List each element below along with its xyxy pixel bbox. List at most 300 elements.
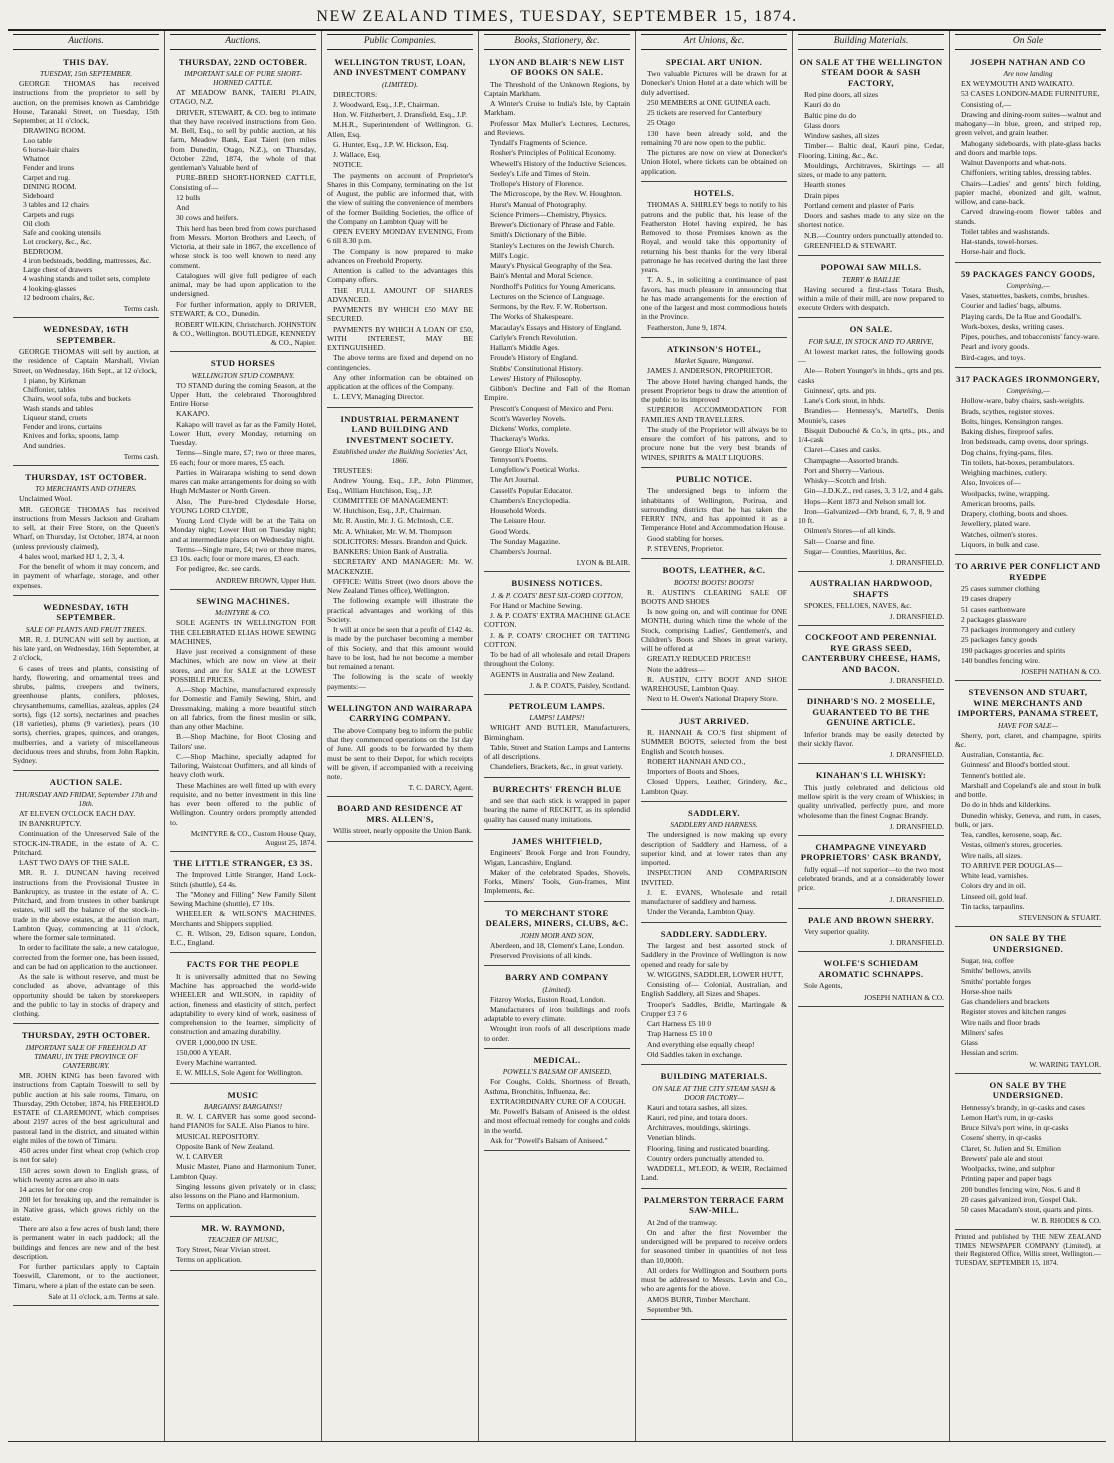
advertisement <box>955 929 1101 1074</box>
ad-paragraph: Hollow-ware, baby chairs, sash-weights. <box>961 396 1085 406</box>
ad-paragraph: COMMITTEE OF MANAGEMENT: <box>333 495 449 505</box>
ad-paragraph: Unclaimed Wool. <box>19 494 73 504</box>
ad-paragraph: Drain pipes <box>804 190 840 200</box>
advertisement <box>798 838 944 909</box>
ad-paragraph: W. Hutchison, Esq., J.P., Chairman. <box>333 506 442 516</box>
ad-signature: W. B. RHODES & CO. <box>1031 1216 1101 1226</box>
ad-paragraph: Terms—Single mare, £4; two or three mares, £3 10s. each; four or more mares, £3 each. <box>170 544 316 564</box>
ad-paragraph: Smiths' bellows, anvils <box>961 966 1031 976</box>
ad-title: BOOTS, LEATHER, &C. <box>662 565 766 576</box>
ad-item-list <box>13 376 159 450</box>
ad-paragraph: Cosens' sherry, in qr-casks <box>961 1133 1042 1143</box>
advertisement <box>13 773 159 1024</box>
ad-paragraph: W. WIGGINS, SADDLER, LOWER HUTT, <box>647 969 784 979</box>
ad-paragraph: The Leisure Hour. <box>490 516 546 526</box>
ad-subtitle: BOOTS! BOOTS! BOOTS! <box>673 577 755 587</box>
ad-paragraph: Ask for "Powell's Balsam of Aniseed." <box>490 1135 608 1145</box>
ad-paragraph: Smiths' portable forges <box>961 976 1031 986</box>
ad-title: WOLFE'S SCHIEDAM AROMATIC SCHNAPPS. <box>818 958 924 979</box>
ad-paragraph: Lewes' History of Philosophy. <box>490 373 582 383</box>
ad-item: 6 horse-hair chairs <box>23 144 80 154</box>
ad-title: TO MERCHANT STORE DEALERS, MINERS, CLUBS, &C. <box>485 907 629 929</box>
ad-paragraph: 4 bales wool, marked HJ 1, 2, 3, 4. <box>19 551 125 561</box>
ad-paragraph: Also, Invoices of— <box>961 478 1021 488</box>
ad-paragraph: Woolpacks, twine, and sulphur <box>961 1164 1055 1174</box>
ad-paragraph: SOLICITORS: Messrs. Brandon and Quick. <box>333 536 468 546</box>
ad-title: THURSDAY, 29TH OCTOBER. <box>21 1030 151 1041</box>
ad-signature: Terms cash. <box>123 451 159 461</box>
ad-paragraph: Brewer's Dictionary of Phrase and Fable. <box>490 220 615 230</box>
ad-title: AUCTION SALE. <box>49 777 123 788</box>
ad-paragraph: Chambers's Encyclopedia. <box>490 495 571 505</box>
ad-paragraph: OFFICE: Willis Street (two doors above the New Zealand Times office), Wellington. <box>327 576 473 596</box>
ad-subtitle: McINTYRE & CO. <box>215 608 271 618</box>
ad-paragraph: SPOKES, FELLOES, NAVES, &c. <box>804 601 912 611</box>
ad-title: MUSIC <box>227 1089 259 1100</box>
ad-item: DINING ROOM. <box>23 181 77 191</box>
ad-paragraph: 53 CASES LONDON-MADE FURNITURE, <box>961 89 1100 99</box>
ad-paragraph: Hat-stands, towel-horses. <box>961 237 1038 247</box>
ad-paragraph: JAMES J. ANDERSON, PROPRIETOR. <box>647 366 773 376</box>
ad-paragraph: It will at once be seen that a profit of £142 4s. is made by the purchaser becoming a member of this Society, and that this amount would have to be lost, had he not become a member but remained a tenant. <box>327 625 473 672</box>
ad-item: Lot crockery, &c., &c. <box>23 237 92 247</box>
ad-title: AUSTRALIAN HARDWOOD, SHAFTS <box>809 578 933 599</box>
advertisement <box>484 53 630 573</box>
ad-title: ON SALE AT THE WELLINGTON STEAM DOOR & SASH FACTORY, <box>799 56 943 88</box>
ad-paragraph: Chambers's Journal. <box>490 547 552 557</box>
ad-paragraph: Vestas, oilmen's stores, groceries. <box>961 840 1063 850</box>
ad-paragraph: DIRECTORS: <box>333 89 378 99</box>
advertisement <box>327 699 473 798</box>
ad-paragraph: As the sale is without reserve, and must be concluded as above, advantage of this opportunity should be taken by storekeepers and the public to lay in stocks of drapery and clothing. <box>13 972 159 1019</box>
ad-paragraph: Ale— Robert Younger's in hhds., qrts and pts. casks <box>798 366 944 385</box>
ad-paragraph: Country orders punctually attended to. <box>647 1153 765 1163</box>
ad-paragraph: OVER 1,000,000 IN USE. <box>176 1037 257 1047</box>
ad-paragraph: Tyndall's Fragments of Science. <box>490 138 588 148</box>
ad-paragraph: 25 Otago <box>647 118 676 128</box>
ad-paragraph: R. HANNAH & CO.'S first shipment of SUMMER BOOTS, selected from the best English and Scotch houses. <box>641 728 787 756</box>
ad-title: BUSINESS NOTICES. <box>511 578 603 589</box>
ad-paragraph: TO ARRIVE PER DOUGLAS— <box>961 860 1063 870</box>
ad-paragraph: fully equal—if not superior—to the two most celebrated brands, and at a considerably lower price. <box>798 864 944 893</box>
ad-paragraph: 12 bulls <box>176 192 201 202</box>
ad-paragraph: Catalogues will give full pedigree of each animal, may be had upon application to the undersigned. <box>170 270 316 299</box>
ad-paragraph: Weighing machines, cutlery. <box>961 468 1048 478</box>
ad-paragraph: IN BANKRUPTCY. <box>19 819 82 829</box>
ad-paragraph: Rosher's Principles of Political Economy. <box>490 148 616 158</box>
advertisement <box>798 692 944 764</box>
ad-paragraph: WADDELL, M'LEOD, & WEIR, Reclaimed Land. <box>641 1164 787 1183</box>
ad-paragraph: NOTICE. <box>333 160 363 170</box>
ad-paragraph: Thackeray's Works. <box>490 434 550 444</box>
ad-paragraph: Aberdeen, and 18, Clement's Lane, London. <box>490 940 625 950</box>
ad-paragraph: Timber— Baltic deal, Kauri pine, Cedar, Flooring, Lining, &c., &c. <box>798 141 944 160</box>
ad-item: Carpets and rugs <box>23 209 75 219</box>
ad-paragraph: E. W. MILLS, Sole Agent for Wellington. <box>176 1068 303 1078</box>
ad-paragraph: The Sunday Magazine. <box>490 536 561 546</box>
ad-paragraph: Dog chains, frying-pans, files. <box>961 447 1053 457</box>
ad-paragraph: For Coughs, Colds, Shortness of Breath, Asthma, Bronchitis, Influenza, &c. <box>484 1077 630 1096</box>
ad-paragraph: Under the Veranda, Lambton Quay. <box>647 907 755 917</box>
ad-paragraph: Dickens' Works, complete. <box>490 424 572 434</box>
ad-paragraph: R. AUSTIN, CITY BOOT AND SHOE WAREHOUSE, Lambton Quay. <box>641 674 787 694</box>
ad-paragraph: The above Hotel having changed hands, the present Proprietor begs to draw the attention of the public to its improved <box>641 376 787 405</box>
ad-signature: McINTYRE & CO., Custom House Quay, August 25, 1874. <box>190 828 316 847</box>
ad-title: 317 PACKAGES IRONMONGERY, <box>956 373 1100 384</box>
ad-subtitle: Are now landing <box>1003 69 1053 79</box>
ad-subtitle: TO MERCHANTS AND OTHERS. <box>35 484 137 494</box>
ad-paragraph: 14 acres let for one crop <box>19 1185 93 1195</box>
ad-paragraph: 140 bundles fencing wire. <box>961 655 1040 665</box>
column-4 <box>479 31 636 1441</box>
column-3 <box>322 31 479 1441</box>
ad-paragraph: Lemon Hart's rum, in qr-casks <box>961 1112 1054 1122</box>
ad-signature: J. DRANSFIELD. <box>889 894 944 904</box>
ad-paragraph: ROBERT HANNAH AND CO., <box>647 756 746 766</box>
ad-paragraph: Andrew Young, Esq., J.P., John Plimmer, Esq., William Hutchison, Esq., J.P. <box>327 476 473 495</box>
ad-paragraph: Preserved Provisions of all kinds. <box>490 950 592 960</box>
ad-paragraph: PAYMENTS BY WHICH £50 MAY BE SECURED. <box>327 305 473 324</box>
ad-title: HOTELS. <box>693 187 735 198</box>
ad-paragraph: AT MEADOW BANK, TAIERI PLAIN, OTAGO, N.Z. <box>170 88 316 107</box>
ad-paragraph: Playing cards, De la Rue and Goodall's. <box>961 311 1082 321</box>
ad-paragraph: Attention is called to the advantages this Company offers. <box>327 266 473 285</box>
ad-paragraph: Hurst's Manual of Photography. <box>490 199 587 209</box>
ad-paragraph: Kauri do do <box>804 100 841 110</box>
ad-paragraph: Any other information can be obtained on application at the offices of the Company. <box>327 372 473 392</box>
ad-subtitle: POWELL'S BALSAM OF ANISEED, <box>502 1067 612 1077</box>
ad-title: WELLINGTON TRUST, LOAN, AND INVESTMENT COMPANY <box>333 56 467 78</box>
ad-subtitle: THURSDAY AND FRIDAY, September 17th and 18th. <box>14 789 158 808</box>
ad-title: 59 PACKAGES FANCY GOODS, <box>960 268 1096 279</box>
ad-title: THURSDAY, 1ST OCTOBER. <box>25 471 147 482</box>
ad-paragraph: Longfellow's Poetical Works. <box>490 465 580 475</box>
ad-title: BOARD AND RESIDENCE AT MRS. ALLEN'S, <box>337 803 463 824</box>
ad-paragraph: 6 cases of trees and plants, consisting of hardy, flowering, and ornamental trees and shrubs, palms, creepers and twiners, greenhouse plants, conifers, phloxes, chrysanthemums, camellias, azaleas, apples (24 sorts), figs (12 sorts), nectarines and peaches (18 varieties), plums (9 varieties), pears (10 sorts), cherries, grapes, quinces, and oranges, mulberries, and a variety of miscellaneous deciduous trees and shrubs, from John Rapkin, Sydney. <box>13 663 159 766</box>
ad-paragraph: MR. GEORGE THOMAS has received instructions from Messrs Jackson and Graham to sell, at their Free Store, on the Queen's Wharf, on Thursday, 1st October, 1874, at noon (unless previously claimed), <box>13 504 159 551</box>
ad-paragraph: Iron—Galvanized—Orb brand, 6, 7, 8, 9 and 10 ft. <box>798 506 944 526</box>
ad-paragraph: Oilmen's Stores—of all kinds. <box>804 526 896 536</box>
ad-paragraph: Baking dishes, fireproof safes. <box>961 427 1054 437</box>
ad-paragraph: Terms on application. <box>176 1255 242 1265</box>
ad-title: PETROLEUM LAMPS. <box>508 700 606 711</box>
ad-paragraph: Scott's Waverley Novels. <box>490 413 566 423</box>
ad-item: Carpet and rug. <box>23 172 71 182</box>
ad-item: Safe and cooking utensils <box>23 228 101 238</box>
ad-paragraph: Gibbon's Decline and Fall of the Roman Empire. <box>484 384 630 403</box>
ad-subtitle: JOHN MOIR AND SON, <box>520 930 594 940</box>
ad-signature: J. DRANSFIELD. <box>889 612 944 622</box>
ad-paragraph: Mr. A. Whitaker, Mr. W. M. Thompson <box>333 526 452 536</box>
advertisement <box>13 598 159 772</box>
advertisement <box>641 1191 787 1320</box>
ad-paragraph: Tin toilets, hat-boxes, perambulators. <box>961 457 1075 467</box>
ad-paragraph: Wire nails, all sizes. <box>961 850 1023 860</box>
ad-paragraph: MUSICAL REPOSITORY. <box>176 1131 259 1141</box>
ad-paragraph: J. & P. COATS' EXTRA MACHINE GLACE COTTON. <box>484 611 630 630</box>
ad-title: JUST ARRIVED. <box>679 715 749 726</box>
ad-item: Fender and irons, curtains <box>23 422 102 432</box>
ad-paragraph: WHEELER & WILSON'S MACHINES. Merchants and Shippers supplied. <box>170 909 316 928</box>
ad-paragraph: Closed Uppers, Leather, Grindery, &c., Lambton Quay. <box>641 777 787 796</box>
ad-paragraph: Hennessy's brandy, in qr-casks and cases <box>961 1102 1085 1112</box>
ad-paragraph: Opposite Bank of New Zealand. <box>176 1141 275 1151</box>
ad-paragraph: Guinness', qrts. and pts. <box>804 385 877 395</box>
ad-paragraph: Seeley's Life and Times of Stein. <box>490 168 591 178</box>
ad-subtitle: SALE OF PLANTS AND FRUIT TREES. <box>25 624 147 634</box>
ad-paragraph: These Machines are well fitted up with every requisite, and no better investment in this line has ever been offered to the public of Wellington. Country orders promptly attended to. <box>170 780 316 827</box>
ad-paragraph: The following is the scale of weekly payments:— <box>327 672 473 691</box>
ad-paragraph: The payments on account of Proprietor's Shares in this Company, terminating on the 1st of August, the public are informed that, with the view of suiting the convenience of members of the former Building Societies, the office of the Company on Lambton Quay will be <box>327 170 473 226</box>
ad-paragraph: Horse-hair and flock. <box>961 247 1026 257</box>
ad-paragraph: Portland cement and plaster of Paris <box>804 200 914 210</box>
ad-paragraph: AGENTS in Australia and New Zealand. <box>490 669 615 679</box>
ad-paragraph: Claret—Cases and casks. <box>804 445 881 455</box>
ad-title: SEWING MACHINES. <box>196 595 290 606</box>
column-5 <box>636 31 793 1441</box>
ad-subtitle: TERRY & BAILLIE <box>842 274 900 284</box>
ad-paragraph: WRIGHT AND BUTLER, Manufacturers, Birmingham. <box>484 723 630 742</box>
ad-item: Fender and irons <box>23 163 75 173</box>
ad-paragraph: Watches, oilmen's stores. <box>961 529 1038 539</box>
ad-subtitle: Market Square, Wanganui. <box>674 356 754 366</box>
ad-paragraph: Mahogany sideboards, with plate-glass backs and doors and marble tops. <box>955 138 1101 157</box>
ad-paragraph: Continuation of the Unreserved Sale of the STOCK-IN-TRADE, in the estate of A. C. Pritchard. <box>13 829 159 857</box>
ad-item: 1 piano, by Kirkman <box>23 375 86 385</box>
ad-title: PALMERSTON TERRACE FARM SAW-MILL. <box>643 1194 785 1216</box>
ad-title: JOSEPH NATHAN AND CO <box>970 56 1086 67</box>
ad-paragraph: Register stoves and kitchen ranges <box>961 1007 1067 1017</box>
ad-paragraph: 51 cases earthenware <box>961 604 1026 614</box>
ad-paragraph: OPEN EVERY MONDAY EVENING, From 6 till 8.30 p.m. <box>327 227 473 246</box>
ad-paragraph: Chairs—Ladies' and gents' birch folding, papier maché, ebonized and gilt, walnut, willow, and cane-back. <box>955 178 1101 207</box>
ad-title: BARRY AND COMPANY <box>505 972 609 983</box>
ad-paragraph: J. Woodward, Esq., J.P., Chairman. <box>333 99 440 109</box>
ad-paragraph: 20 cases galvanized iron, Gospel Oak. <box>961 1194 1078 1204</box>
advertisement <box>641 561 787 710</box>
ad-signature: J. & P. COATS, Paisley, Scotland. <box>529 680 630 690</box>
ad-item: Loo table <box>23 135 52 145</box>
ad-paragraph: Work-boxes, desks, writing cases. <box>961 321 1065 331</box>
ad-paragraph: Drawing and dining-room suites—walnut and mahogany—in blue, green, and striped rep, green velvet, and grain leather. <box>955 109 1101 138</box>
ad-paragraph: At 2nd of the tramway. <box>647 1217 718 1227</box>
ad-paragraph: A.—Shop Machine, manufactured expressly for Domestic and Family Sewing, Shirt, and Dressmaking, making a more beautiful stitch on all fabrics, from the finest muslin or silk, than any other Machine. <box>170 685 316 732</box>
ad-paragraph: GREATLY REDUCED PRICES!! <box>647 654 752 664</box>
advertisement <box>13 53 159 319</box>
ad-title: COCKFOOT AND PERENNIAL RYE GRASS SEED, CANTERBURY CHEESE, HAMS, AND BACON. <box>801 632 941 674</box>
ad-paragraph: Cassell's Popular Educator. <box>490 485 573 495</box>
ad-paragraph: Liquors, in bulk and case. <box>961 539 1040 549</box>
ad-paragraph: Hearth stones <box>804 180 846 190</box>
advertisement <box>955 1076 1101 1231</box>
ad-title: LYON AND BLAIR'S NEW LIST OF BOOKS ON SALE. <box>489 56 625 78</box>
ad-paragraph: Vases, statuettes, baskets, combs, brushes. <box>961 291 1090 301</box>
ad-item: Liqueur stand, cruets <box>23 412 87 422</box>
ad-paragraph: Sole Agents, <box>804 981 843 991</box>
ad-paragraph: Drapery, clothing, boots and shoes. <box>961 509 1068 519</box>
ad-paragraph: September 9th. <box>647 1304 693 1314</box>
ad-item: Chiffonier, tables <box>23 385 76 395</box>
advertisement <box>484 1051 630 1151</box>
ad-paragraph: And <box>176 203 190 213</box>
ad-paragraph: Is now going on, and will continue for ONE MONTH, during which time the whole of the Stock, comprising Ladies', Gentlemen's, and Children's Boots and Shoes in great variety, will be offered at <box>641 607 787 654</box>
ad-paragraph: This herd has been bred from cows purchased from Messrs. Morton Brothers and Leech, of Victoria, at their sale in 1867, the excellence of whose stock is too well known to need any comment. <box>170 223 316 270</box>
ad-paragraph: Tory Street, Near Vivian street. <box>176 1245 271 1255</box>
advertisement <box>641 470 787 559</box>
column-2 <box>165 31 322 1441</box>
column-grid <box>8 31 1106 1442</box>
ad-paragraph: C. R. Wilson, 29, Edison square, London, E.C., England. <box>170 928 316 948</box>
ad-paragraph: 150 acres sown down to English grass, of which twenty acres are also in oats <box>13 1165 159 1184</box>
ad-paragraph: Whisky—Scotch and Irish. <box>804 476 887 486</box>
ad-paragraph: To be had of all wholesale and retail Drapers throughout the Colony. <box>484 650 630 669</box>
advertisement <box>955 265 1101 368</box>
ad-paragraph: Window sashes, all sizes <box>804 131 880 141</box>
ad-paragraph: Gas chandeliers and brackets <box>961 997 1050 1007</box>
ad-paragraph: 200 bundles fencing wire, Nos. 6 and 8 <box>961 1184 1081 1194</box>
ad-paragraph: Consisting of— Colonial, Australian, and English Saddlery, all Sizes and Shapes. <box>641 980 787 999</box>
ad-paragraph: GREENFIELD & STEWART. <box>804 240 897 250</box>
ad-title: THIS DAY. <box>63 56 109 67</box>
ad-title: CHAMPAGNE VINEYARD PROPRIETORS' CASK BRANDY, <box>800 841 942 863</box>
ad-item: Oil cloth <box>23 218 50 228</box>
ad-paragraph: All orders for Wellington and Southern ports must be addressed to Messrs. Levin and Co., who are agents for the above. <box>641 1265 787 1294</box>
advertisement <box>641 1067 787 1189</box>
ad-paragraph: Featherston, June 9, 1874. <box>647 322 727 332</box>
ad-paragraph: Pipes, pouches, and tobacconists' fancy-ware. <box>961 332 1100 342</box>
ad-paragraph: The Microscope, by the Rev. W. Houghton. <box>490 189 622 199</box>
ad-paragraph: Kauri, red pine, and totara doors. <box>647 1112 748 1122</box>
ad-title: WELLINGTON AND WAIRARAPA CARRYING COMPANY. <box>327 702 473 724</box>
ad-title: BUILDING MATERIALS. <box>660 1071 768 1082</box>
ad-paragraph: KAKAPO. <box>176 409 210 419</box>
ad-paragraph: THOMAS A. SHIRLEY begs to notify to his patrons and the public that, his lease of the Featherston Hotel having expired, he has Removed to those Premises known as the Royal, and would take this opportunity of returning his best thanks for the very liberal patronage he has received during the last three years. <box>641 200 787 275</box>
ad-paragraph: Walnut Davenports and what-nots. <box>961 158 1067 168</box>
ad-title: PALE AND BROWN SHERRY. <box>808 914 934 925</box>
ad-paragraph: 25 cases summer clothing <box>961 584 1040 594</box>
ad-paragraph: Stanley's Lectures on the Jewish Church. <box>490 240 615 250</box>
ad-paragraph: Manufacturers of iron buildings and roofs adaptable to every climate. <box>484 1004 630 1024</box>
ad-title: DINHARD'S NO. 2 MOSELLE, GUARANTEED TO BE THE GENUINE ARTICLE. <box>806 696 936 728</box>
column-heading: On Sale <box>955 34 1101 50</box>
column-heading: Building Materials. <box>798 34 944 50</box>
ad-paragraph: Glass doors <box>804 120 840 130</box>
ad-subtitle: HAVE FOR SALE— <box>998 720 1058 730</box>
ad-title: ON SALE BY THE UNDERSIGNED. <box>989 1079 1067 1101</box>
ad-subtitle: TEACHER OF MUSIC, <box>207 1235 279 1245</box>
advertisement <box>641 925 787 1065</box>
ad-paragraph: Salt— Coarse and fine. <box>804 536 875 546</box>
ad-paragraph: AT ELEVEN O'CLOCK EACH DAY. <box>19 808 136 818</box>
ad-paragraph: In order to facilitate the sale, a new catalogue, corrected from the former one, has been issued, and can be had on application to the auctioneer. <box>13 943 159 971</box>
ad-paragraph: M.H.R., Superintendent of Wellington. G. Allen, Esq. <box>327 120 473 139</box>
ad-paragraph: Sermons, by the Rev. F. W. Robertson. <box>490 302 608 312</box>
ad-subtitle: BARGAINS! BARGAINS!! <box>203 1102 283 1112</box>
ad-paragraph: Household Words. <box>490 506 547 516</box>
ad-paragraph: Brewers' pale ale and stout <box>961 1153 1043 1163</box>
ad-paragraph: Carlyle's French Revolution. <box>490 332 578 342</box>
ad-paragraph: Nordhoff's Politics for Young Americans. <box>490 281 616 291</box>
ad-paragraph: TRUSTEES: <box>333 466 373 476</box>
advertisement <box>13 468 159 596</box>
ad-paragraph: American brooms, pails. <box>961 498 1036 508</box>
advertisement <box>641 53 787 182</box>
ad-paragraph: Maury's Physical Geography of the Sea. <box>490 261 612 271</box>
ad-paragraph: R. W. I. CARVER has some good second-hand PIANOS for SALE. Also Pianos to hire. <box>170 1112 316 1131</box>
ad-paragraph: Willis street, nearly opposite the Union Bank. <box>333 826 472 836</box>
ad-paragraph: Hops—Kent 1873 and Nelson small lot. <box>804 496 926 506</box>
ad-paragraph: Young Lord Clyde will be at the Taita on Monday night; Lower Hutt on Tuesday night; and at intermediate places on Wednesday night. <box>170 516 316 544</box>
ad-paragraph: Smith's Dictionary of the Bible. <box>490 230 587 240</box>
ad-subtitle: LAMPS! LAMPS!! <box>529 713 585 723</box>
advertisement <box>13 1026 159 1305</box>
ad-paragraph: Claret, St. Julien and St. Emilion <box>961 1143 1061 1153</box>
ad-paragraph: Mouldings, Architraves, Skirtings — all sizes, or made to any pattern. <box>798 160 944 180</box>
advertisement <box>641 340 787 468</box>
column-heading: Auctions. <box>13 34 159 50</box>
advertisement <box>641 712 787 802</box>
ad-paragraph: Singing lessons given privately or in class; also lessons on the Piano and Harmonium. <box>170 1181 316 1201</box>
ad-signature: J. DRANSFIELD. <box>889 938 944 948</box>
ad-paragraph: Doors and sashes made to any size on the shortest notice. <box>798 211 944 230</box>
ad-signature: Terms cash. <box>123 304 159 314</box>
ad-paragraph: Terms on application. <box>176 1201 242 1211</box>
advertisement <box>798 574 944 626</box>
ad-paragraph: Woolpacks, twine, wrapping. <box>961 488 1050 498</box>
ad-paragraph: The Art Journal. <box>490 475 540 485</box>
ad-item: 4 iron bedsteads, bedding, mattresses, &c. <box>23 255 152 265</box>
ad-paragraph: The Improved Little Stranger, Hand Lock-Stitch (shuttle), £4 4s. <box>170 870 316 889</box>
ad-paragraph: 190 packages groceries and spirits <box>961 645 1066 655</box>
ad-title: MEDICAL. <box>533 1054 581 1065</box>
ad-title: THE LITTLE STRANGER, £3 3S. <box>173 857 313 868</box>
ad-item: 12 bedroom chairs, &c. <box>23 292 95 302</box>
ad-paragraph: The Works of Shakespeare. <box>490 312 574 322</box>
ad-paragraph: Toilet tables and washstands. <box>961 226 1050 236</box>
ad-title: FACTS FOR THE PEOPLE <box>186 959 300 970</box>
ad-paragraph: Gin—J.D.K.Z., red cases, 3, 3 1/2, and 4 gals. <box>804 486 944 496</box>
ad-paragraph: White lead, varnishes. <box>961 871 1029 881</box>
ad-signature: JOSEPH NATHAN & CO. <box>863 992 944 1002</box>
ad-paragraph: GEORGE THOMAS has received instructions from the proprietor to sell by auction, on the premises known as Cambridge House, Taranaki Street, on Tuesday, 15th September, at 11 o'clock, <box>13 79 159 126</box>
ad-paragraph: The above terms are fixed and depend on no contingencies. <box>327 353 473 372</box>
ad-item: Whatnot <box>23 154 50 164</box>
ad-paragraph: L. LEVY, Managing Director. <box>333 392 424 402</box>
ad-signature: W. WARING TAYLOR. <box>1029 1059 1101 1069</box>
ad-paragraph: INSPECTION AND COMPARISON INVITED. <box>641 868 787 887</box>
ad-paragraph: Lectures on the Science of Language. <box>490 291 605 301</box>
ad-paragraph: DRIVER, STEWART, & CO. beg to intimate that they have received instructions from Geo. M. Bell, Esq., to sell by public auction, at his farm, Meadow Bank, East Taieri (ten miles from Dunedin, Otago, N.Z.), on Thursday, October 22nd, 1874, the whole of that gentleman's Valuable herd of <box>170 107 316 173</box>
ad-paragraph: AMOS BURR, Timber Merchant. <box>647 1294 751 1304</box>
ad-paragraph: Old Saddles taken in exchange. <box>647 1049 743 1059</box>
ad-paragraph: There are also a few acres of bush land; there is permanent water in each paddock; all the buildings and fences are new and of the best description. <box>13 1224 159 1261</box>
ad-paragraph: Printing paper and paper bags <box>961 1174 1052 1184</box>
ad-paragraph: Courier and ladies' bags, albums. <box>961 301 1062 311</box>
ad-paragraph: The undersigned begs to inform the inhabitants of Wellington, Porirua, and surrounding districts that he has taken the FERRY INN, and has appointed it as a Temperance Hotel and Accommodation House. <box>641 486 787 533</box>
ad-paragraph: It is universally admitted that no Sewing Machine has approached the world-wide WHEELER and WILSON, in rapidity of action, fineness and elasticity of stitch, perfect adaptability to every kind of work, easiness of comprehension to the learner, simplicity of construction and amazing durability. <box>170 971 316 1037</box>
ad-paragraph: J. & P. COATS' CROCHET OR TATTING COTTON. <box>484 630 630 649</box>
ad-item: Knives and forks, spoons, lamp <box>23 431 119 441</box>
ad-paragraph: Pearl and ivory goods. <box>961 342 1030 352</box>
ad-paragraph: 25 tickets are reserved for Canterbury <box>647 108 762 118</box>
ad-paragraph: The largest and best assorted stock of Saddlery in the Province of Wellington is now opened and ready for sale by <box>641 941 787 969</box>
ad-subtitle: J. & P. COATS' BEST SIX-CORD COTTON, <box>491 590 623 600</box>
ad-subtitle: FOR SALE, IN STOCK AND TO ARRIVE, <box>808 336 934 346</box>
ad-paragraph: Inferior brands may be easily detected by their sickly flavor. <box>798 729 944 749</box>
advertisement <box>798 766 944 836</box>
advertisement <box>170 1086 316 1217</box>
ad-paragraph: EX WEYMOUTH AND WAIKATO. <box>961 79 1075 89</box>
